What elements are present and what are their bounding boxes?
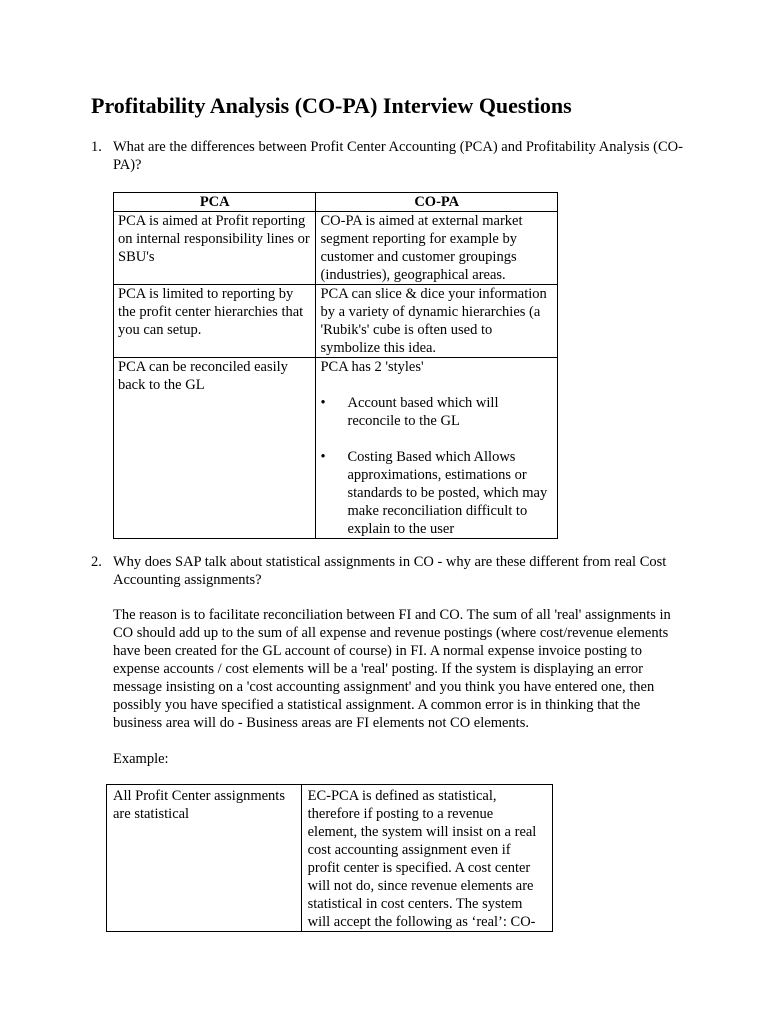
table-row <box>107 785 553 932</box>
cell-pca: PCA is limited to reporting by the profit center hierarchies that you can setup. <box>114 285 316 358</box>
example-label: Example: <box>113 751 169 767</box>
list-item <box>320 448 553 538</box>
list-item <box>320 394 553 430</box>
question-1 <box>91 138 691 174</box>
styles-intro: PCA has 2 'styles' <box>320 359 424 375</box>
question-number: 1. <box>91 139 102 155</box>
cell-pca: PCA is aimed at Profit reporting on internal responsibility lines or SBU's <box>114 212 316 285</box>
answer-paragraph: The reason is to facilitate reconciliation between FI and CO. The sum of all 'real' assignments in CO should add up to the sum of all expense and revenue postings (where cost/revenue elements have been created for the GL account of course) in FI. A normal expense invoice posting to expense accounts / cost elements will be a 'real' posting. If the system is displaying an error message insisting on a 'cost accounting assignment' and you think you have entered one, then possibly you have specified a statistical assignment. A common error is in thinking that the business area will do - Business areas are FI elements not CO elements. <box>113 607 671 731</box>
cell-pca: PCA can be reconciled easily back to the GL <box>114 358 316 539</box>
list-item-text: Account based which will reconcile to the GL <box>347 395 499 429</box>
cell-copa: CO-PA is aimed at external market segment reporting for example by customer and customer groupings (industries), geographical areas. <box>316 212 558 285</box>
question-text: Why does SAP talk about statistical assignments in CO - why are these different from real Cost Accounting assignments? <box>113 554 667 588</box>
example-left-cell: All Profit Center assignments are statistical <box>107 785 302 932</box>
table-row <box>114 285 558 358</box>
page-title: Profitability Analysis (CO-PA) Interview Questions <box>91 93 572 118</box>
list-item-text: Costing Based which Allows approximations, estimations or standards to be posted, which may make reconciliation difficult to explain to the user <box>347 449 548 537</box>
styles-list <box>320 394 553 538</box>
table-row <box>114 358 558 539</box>
bullet-icon: • <box>320 449 326 465</box>
question-2 <box>91 553 691 589</box>
cell-copa: PCA can slice & dice your information by a variety of dynamic hierarchies (a 'Rubik's' cube is often used to symbolize this idea. <box>316 285 558 358</box>
comparison-table <box>113 192 558 539</box>
table-row <box>114 212 558 285</box>
example-right-cell: EC-PCA is defined as statistical, therefore if posting to a revenue element, the system will insist on a real cost accounting assignment even if profit center is specified. A cost center will not do, since revenue elements are statistical in cost centers. The system will accept the following as ‘real’: CO- <box>301 785 552 932</box>
question-text: What are the differences between Profit Center Accounting (PCA) and Profitability Analysis (CO-PA)? <box>113 139 683 173</box>
table-header-row <box>114 193 558 212</box>
cell-copa <box>316 358 558 539</box>
question-number: 2. <box>91 554 102 570</box>
header-copa: CO-PA <box>316 193 558 212</box>
header-pca: PCA <box>114 193 316 212</box>
bullet-icon: • <box>320 395 326 411</box>
example-table <box>106 784 553 932</box>
